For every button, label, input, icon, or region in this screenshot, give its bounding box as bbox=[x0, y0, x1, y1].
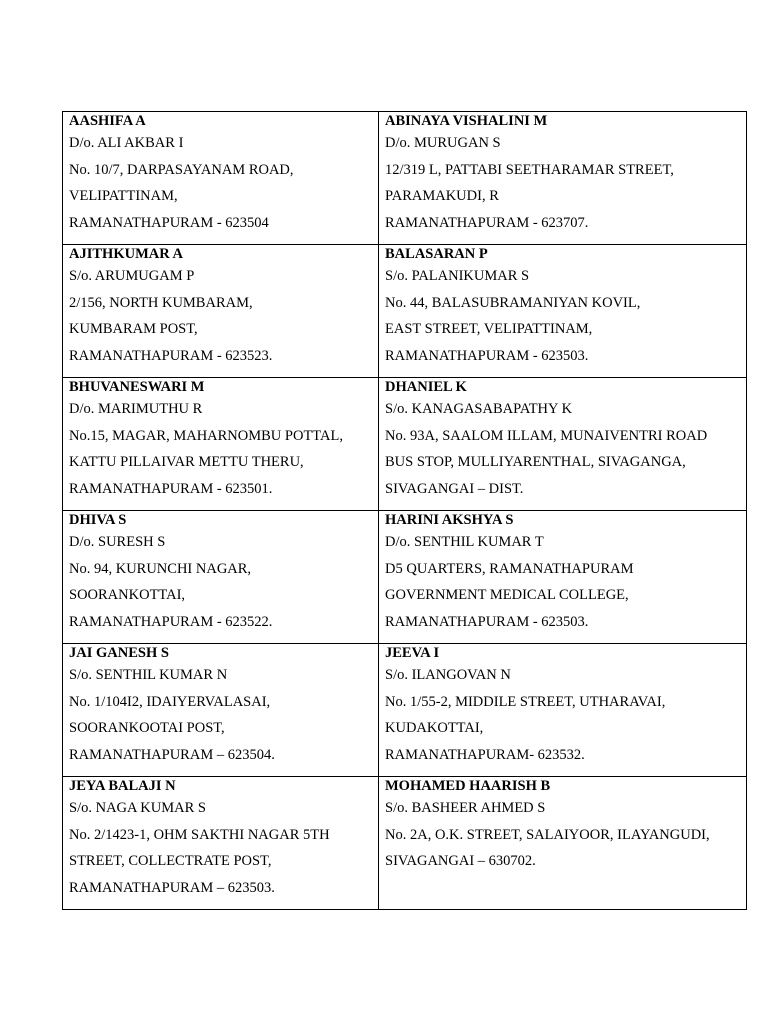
relation-line: S/o. KANAGASABAPATHY K bbox=[385, 401, 573, 417]
address-cell bbox=[379, 777, 747, 910]
person-name: DHANIEL K bbox=[385, 379, 467, 395]
address-line: KUDAKOTTAI, bbox=[385, 720, 484, 737]
person-name: ABINAYA VISHALINI M bbox=[385, 113, 548, 129]
relation-line: S/o. PALANIKUMAR S bbox=[385, 268, 530, 284]
address-line: No. 44, BALASUBRAMANIYAN KOVIL, bbox=[385, 294, 641, 311]
address-cell bbox=[63, 777, 379, 910]
address-cell bbox=[63, 378, 379, 511]
address-line: 2/156, NORTH KUMBARAM, bbox=[69, 294, 253, 311]
address-line: RAMANATHAPURAM - 623523. bbox=[69, 348, 273, 365]
person-name: AASHIFA A bbox=[69, 113, 146, 129]
address-line: RAMANATHAPURAM - 623504 bbox=[69, 215, 269, 232]
address-cell bbox=[379, 378, 747, 511]
address-table bbox=[62, 111, 747, 910]
address-cell bbox=[379, 112, 747, 245]
address-line: KUMBARAM POST, bbox=[69, 321, 198, 338]
relation-line: D/o. ALI AKBAR I bbox=[69, 135, 184, 151]
person-name: HARINI AKSHYA S bbox=[385, 512, 514, 528]
address-line: RAMANATHAPURAM – 623503. bbox=[69, 880, 275, 897]
address-line: RAMANATHAPURAM - 623707. bbox=[385, 215, 589, 232]
table-row bbox=[63, 777, 747, 910]
address-line: PARAMAKUDI, R bbox=[385, 188, 499, 205]
address-cell bbox=[63, 644, 379, 777]
address-line: EAST STREET, VELIPATTINAM, bbox=[385, 321, 593, 338]
relation-line: S/o. BASHEER AHMED S bbox=[385, 800, 546, 816]
relation-line: D/o. MARIMUTHU R bbox=[69, 401, 203, 417]
address-cell bbox=[63, 511, 379, 644]
address-cell bbox=[379, 511, 747, 644]
table-row bbox=[63, 511, 747, 644]
address-line: RAMANATHAPURAM - 623501. bbox=[69, 481, 273, 498]
address-line: BUS STOP, MULLIYARENTHAL, SIVAGANGA, bbox=[385, 454, 686, 471]
address-line: KATTU PILLAIVAR METTU THERU, bbox=[69, 454, 304, 471]
person-name: BHUVANESWARI M bbox=[69, 379, 205, 395]
table-row bbox=[63, 112, 747, 245]
address-line: No. 94, KURUNCHI NAGAR, bbox=[69, 560, 252, 577]
person-name: JEEVA I bbox=[385, 645, 440, 661]
address-line: 12/319 L, PATTABI SEETHARAMAR STREET, bbox=[385, 161, 674, 178]
person-name: MOHAMED HAARISH B bbox=[385, 778, 551, 794]
relation-line: D/o. MURUGAN S bbox=[385, 135, 501, 151]
address-line: GOVERNMENT MEDICAL COLLEGE, bbox=[385, 587, 629, 604]
address-line: RAMANATHAPURAM - 623503. bbox=[385, 348, 589, 365]
address-line: SIVAGANGAI – 630702. bbox=[385, 853, 536, 870]
person-name: JAI GANESH S bbox=[69, 645, 169, 661]
address-line: VELIPATTINAM, bbox=[69, 188, 178, 205]
address-line: No.15, MAGAR, MAHARNOMBU POTTAL, bbox=[69, 427, 343, 444]
person-name: JEYA BALAJI N bbox=[69, 778, 176, 794]
address-line: RAMANATHAPURAM- 623532. bbox=[385, 747, 585, 764]
relation-line: S/o. NAGA KUMAR S bbox=[69, 800, 206, 816]
address-line: No. 1/104I2, IDAIYERVALASAI, bbox=[69, 693, 271, 710]
person-name: DHIVA S bbox=[69, 512, 127, 528]
address-line: SOORANKOOTAI POST, bbox=[69, 720, 225, 737]
person-name: AJITHKUMAR A bbox=[69, 246, 183, 262]
address-line: No. 1/55-2, MIDDILE STREET, UTHARAVAI, bbox=[385, 693, 666, 710]
address-line: SIVAGANGAI – DIST. bbox=[385, 481, 524, 498]
address-line: No. 93A, SAALOM ILLAM, MUNAIVENTRI ROAD bbox=[385, 427, 708, 444]
person-name: BALASARAN P bbox=[385, 246, 488, 262]
address-line: RAMANATHAPURAM – 623504. bbox=[69, 747, 275, 764]
table-row bbox=[63, 245, 747, 378]
relation-line: S/o. ILANGOVAN N bbox=[385, 667, 511, 683]
address-line: STREET, COLLECTRATE POST, bbox=[69, 853, 272, 870]
table-row bbox=[63, 378, 747, 511]
address-cell bbox=[379, 245, 747, 378]
relation-line: S/o. ARUMUGAM P bbox=[69, 268, 195, 284]
address-line: SOORANKOTTAI, bbox=[69, 587, 186, 604]
address-cell bbox=[63, 245, 379, 378]
address-line: No. 2/1423-1, OHM SAKTHI NAGAR 5TH bbox=[69, 826, 330, 843]
address-cell bbox=[379, 644, 747, 777]
address-line: RAMANATHAPURAM - 623503. bbox=[385, 614, 589, 631]
address-line: RAMANATHAPURAM - 623522. bbox=[69, 614, 273, 631]
address-line: D5 QUARTERS, RAMANATHAPURAM bbox=[385, 560, 634, 577]
address-cell bbox=[63, 112, 379, 245]
address-line bbox=[385, 875, 746, 902]
relation-line: S/o. SENTHIL KUMAR N bbox=[69, 667, 228, 683]
relation-line: D/o. SENTHIL KUMAR T bbox=[385, 534, 544, 550]
relation-line: D/o. SURESH S bbox=[69, 534, 166, 550]
table-row bbox=[63, 644, 747, 777]
address-line: No. 2A, O.K. STREET, SALAIYOOR, ILAYANGUDI, bbox=[385, 826, 710, 843]
address-line: No. 10/7, DARPASAYANAM ROAD, bbox=[69, 161, 294, 178]
